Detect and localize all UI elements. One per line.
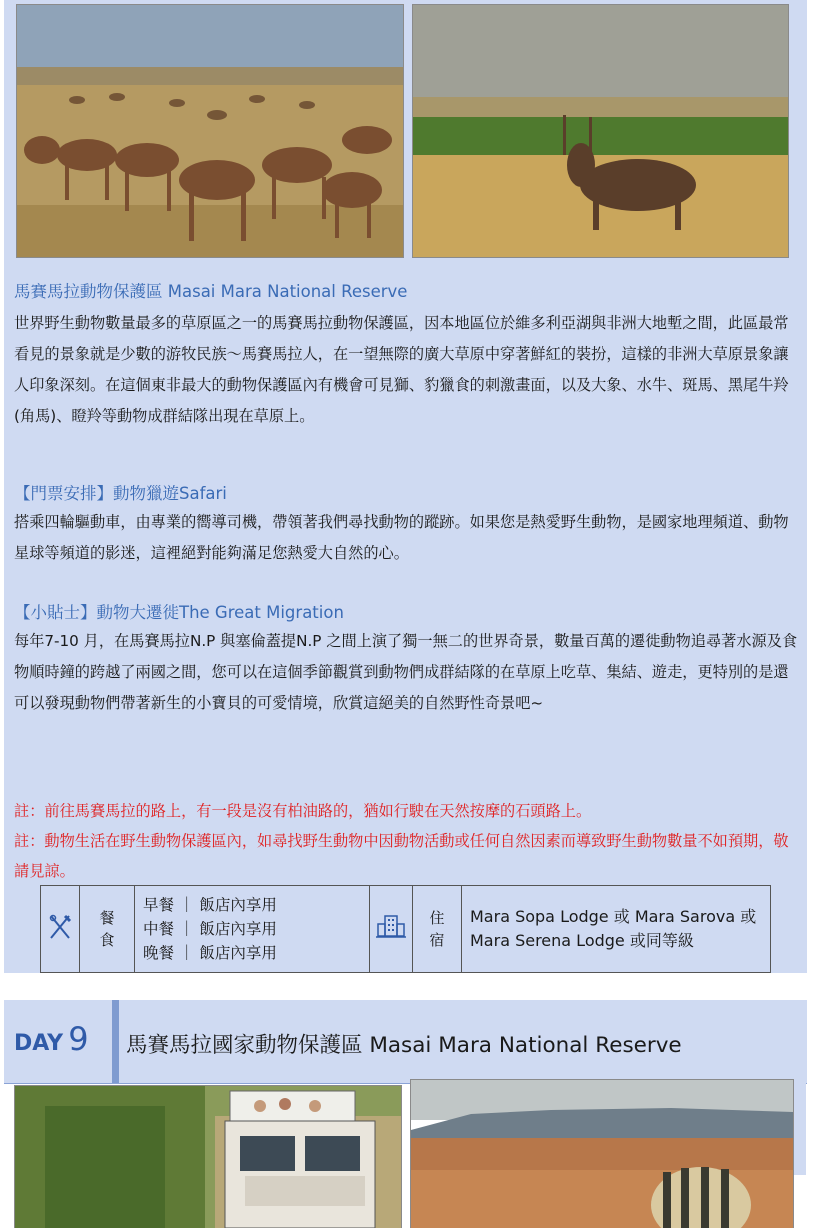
balloon-photo: [410, 1079, 794, 1228]
meal-dinner: 晚餐 ｜ 飯店內享用: [143, 944, 277, 962]
section2-body: 搭乘四輪驅動車，由專業的嚮導司機，帶領著我們尋找動物的蹤跡。如果您是熱愛野生動物，是國家地理頻道、動物星球等頻道的影迷，這裡絕對能夠滿足您熱愛大自然的心。: [14, 513, 789, 562]
day-title: 馬賽馬拉國家動物保護區 Masai Mara National Reserve: [126, 1033, 682, 1058]
section2-title: 【門票安排】動物獵遊Safari: [14, 484, 227, 503]
topi-herd-photo: [16, 4, 404, 258]
meal-icon-cell: [41, 886, 80, 973]
day-label: DAY 9: [14, 1020, 89, 1058]
meal-lodging-table: [40, 885, 771, 973]
stay-label: 住 宿: [413, 886, 462, 973]
note-wildlife: 註：動物生活在野生動物保護區內，如尋找野生動物中因動物活動或任何自然因素而導致野生動物數量不如預期，敬請見諒。: [14, 832, 789, 880]
section1-body: 世界野生動物數量最多的草原區之一的馬賽馬拉動物保護區，因本地區位於維多利亞湖與非洲大地塹之間，此區最常看見的景象就是少數的游牧民族～馬賽馬拉人，在一望無際的廣大草原中穿著鮮紅的裝扮，這樣的非洲大草原景象讓人印象深刻。在這個東非最大的動物保護區內有機會可見獅、豹獵食的刺激畫面，以及大象、水牛、斑馬、黑尾牛羚(角馬)、瞪羚等動物成群結隊出現在草原上。: [14, 314, 789, 425]
day-number: 9: [68, 1020, 89, 1058]
hotel-icon: [376, 925, 406, 944]
day-banner: [4, 1000, 807, 1084]
lodging-text: Mara Sopa Lodge 或 Mara Sarova 或 Mara Serena Lodge 或同等級: [462, 886, 771, 973]
section3-title: 【小貼士】動物大遷徙The Great Migration: [14, 603, 344, 622]
meal-label: 餐 食: [80, 886, 135, 973]
section3-body: 每年7-10 月，在馬賽馬拉N.P 與塞倫蓋提N.P 之間上演了獨一無二的世界奇景，數量百萬的遷徙動物追尋著水源及食物順時鐘的跨越了兩國之間，您可以在這個季節觀賞到動物們成群結隊的在草原上吃草、集結、遊走，更特別的是還可以發現動物們帶著新生的小寶貝的可愛情境，欣賞這絕美的自然野性奇景吧~: [14, 632, 798, 712]
meals-list: [135, 886, 370, 973]
day-divider: [112, 1000, 119, 1083]
meal-lunch: 中餐 ｜ 飯店內享用: [143, 920, 277, 938]
note-road: 註：前往馬賽馬拉的路上，有一段是沒有柏油路的，猶如行駛在天然按摩的石頭路上。: [14, 802, 592, 820]
safari-jeep-photo: [14, 1085, 402, 1228]
utensils-icon: [48, 925, 72, 944]
panel-edge: [792, 1083, 806, 1175]
stay-icon-cell: [370, 886, 413, 973]
eland-photo: [412, 4, 789, 258]
section1-title: 馬賽馬拉動物保護區 Masai Mara National Reserve: [14, 282, 408, 301]
meal-breakfast: 早餐 ｜ 飯店內享用: [143, 896, 277, 914]
